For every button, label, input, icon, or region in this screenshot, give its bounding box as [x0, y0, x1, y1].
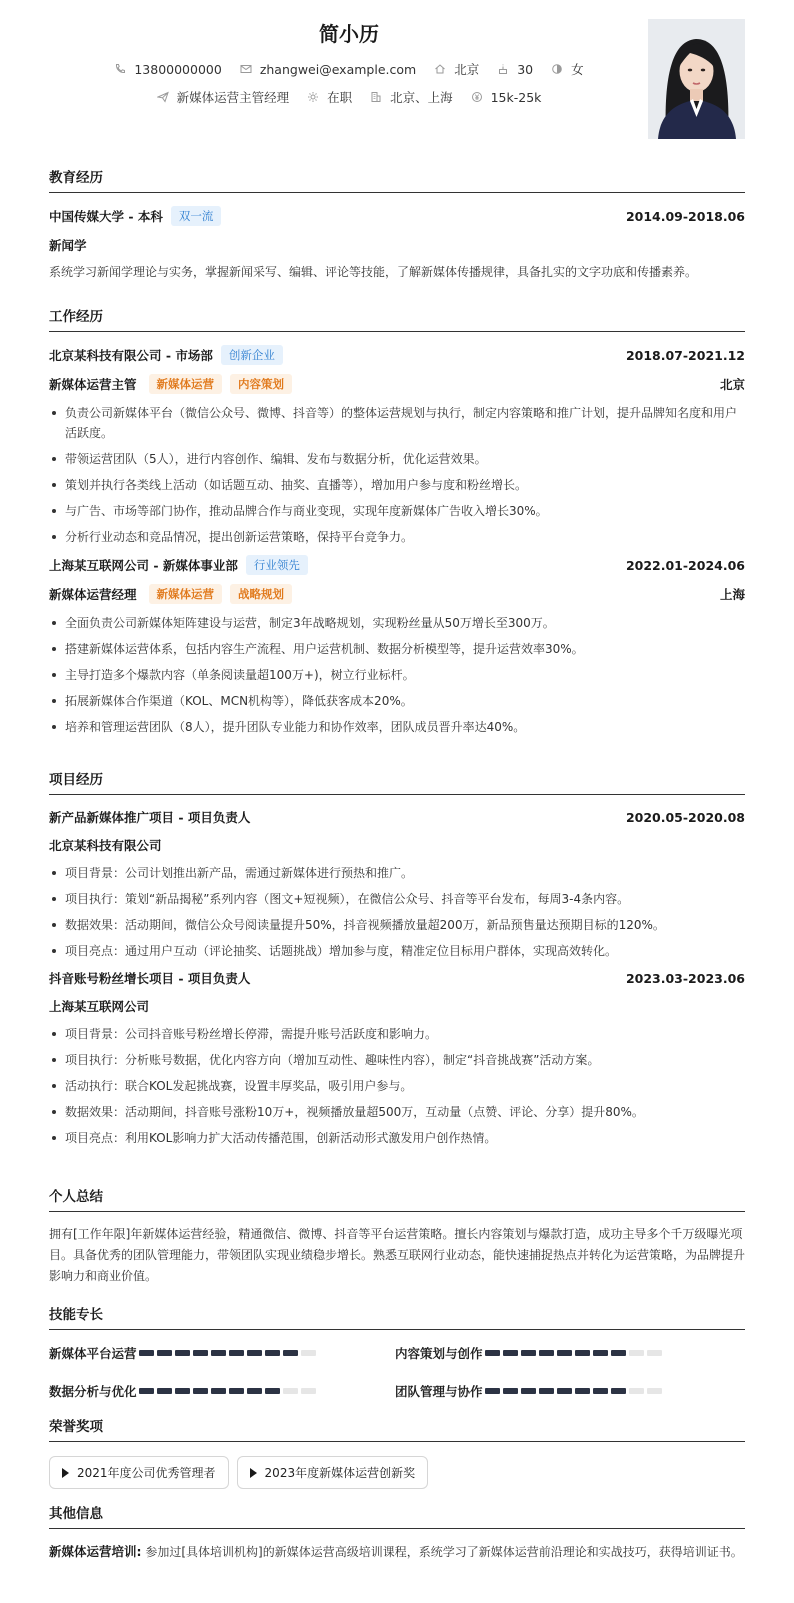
list-item: 项目执行：策划“新品揭秘”系列内容（图文+短视频），在微信公众号、抖音等平台发布，每周3-4条内容。: [49, 889, 745, 909]
list-item: 与广告、市场等部门协作，推动品牌合作与商业变现，实现年度新媒体广告收入增长30%。: [49, 501, 745, 521]
awards-title: 荣誉奖项: [49, 1415, 745, 1442]
school-tag: 双一流: [171, 206, 222, 226]
education-date: 2014.09-2018.06: [625, 208, 745, 224]
skill-level-segment: [229, 1350, 244, 1356]
mail-icon: [240, 63, 252, 75]
salary-text: 15k-25k: [490, 89, 542, 105]
list-item: 项目亮点：通过用户互动（评论抽奖、话题挑战）增加参与度，精准定位目标用户群体，实现高效转化。: [49, 941, 745, 961]
list-item: 拓展新媒体合作渠道（KOL、MCN机构等），降低获客成本20%。: [49, 691, 745, 711]
other-title: 其他信息: [49, 1502, 745, 1529]
expect-city-info: [370, 88, 453, 106]
skill-level-segment: [503, 1388, 518, 1394]
education-entry-header: [49, 206, 745, 226]
skill-name: 内容策划与创作: [395, 1346, 483, 1361]
award-label: 2021年度公司优秀管理者: [77, 1466, 216, 1480]
skill-level-segment: [629, 1350, 644, 1356]
list-item: 带领运营团队（5人），进行内容创作、编辑、发布与数据分析，优化运营效果。: [49, 449, 745, 469]
gender-info: [551, 60, 584, 78]
money-icon: [471, 91, 483, 103]
skill-level-segment: [211, 1350, 226, 1356]
job-intent-row: [49, 88, 649, 106]
list-item: 分析行业动态和竞品情况，提出创新运营策略，保持平台竞争力。: [49, 527, 745, 547]
work-entry: [49, 345, 745, 547]
city-info: [434, 60, 479, 78]
role-name: 新媒体运营经理: [49, 587, 137, 602]
phone-icon: [114, 63, 126, 75]
age-text: 30: [517, 61, 534, 77]
project-org: 上海某互联网公司: [49, 999, 150, 1014]
summary-title: 个人总结: [49, 1185, 745, 1212]
skill-name: 团队管理与协作: [395, 1384, 483, 1399]
profile-photo: [648, 19, 745, 139]
award-chip: [49, 1456, 229, 1489]
skill-level-segment: [557, 1388, 572, 1394]
skill-level-segment: [229, 1388, 244, 1394]
education-desc: 系统学习新闻学理论与实务，掌握新闻采写、编辑、评论等技能，了解新媒体传播规律，具备扎实的文字功底和传播素养。: [49, 265, 698, 279]
role-tag: 内容策划: [230, 374, 292, 394]
skill-level-segment: [485, 1388, 500, 1394]
building-icon: [370, 91, 382, 103]
cake-icon: [497, 63, 509, 75]
project-org: 北京某科技有限公司: [49, 838, 162, 853]
skill-level-segment: [139, 1350, 154, 1356]
skill-level-segment: [593, 1388, 608, 1394]
phone-text: 13800000000: [134, 61, 222, 77]
project-bullets: [49, 1024, 745, 1148]
work-section: [49, 305, 745, 743]
company-name: 北京某科技有限公司 - 市场部: [49, 348, 213, 363]
email-text: zhangwei@example.com: [259, 61, 417, 77]
skill-level-segment: [247, 1350, 262, 1356]
project-entry: [49, 808, 745, 961]
candidate-name: 简小历: [319, 22, 379, 46]
role-tag: 新媒体运营: [149, 584, 223, 604]
list-item: 项目亮点：利用KOL影响力扩大活动传播范围，创新活动形式激发用户创作热情。: [49, 1128, 745, 1148]
role-tag: 战略规划: [230, 584, 292, 604]
play-icon: [62, 1468, 69, 1478]
summary-section: [49, 1185, 745, 1287]
skill-level-segment: [521, 1350, 536, 1356]
skill-item: [395, 1382, 741, 1400]
skill-name: 数据分析与优化: [49, 1384, 137, 1399]
list-item: 活动执行：联合KOL发起挑战赛，设置丰厚奖品，吸引用户参与。: [49, 1076, 745, 1096]
skills-title: 技能专长: [49, 1303, 745, 1330]
skill-level-segment: [247, 1388, 262, 1394]
work-entry: [49, 555, 745, 737]
list-item: 项目背景：公司计划推出新产品，需通过新媒体进行预热和推广。: [49, 863, 745, 883]
skill-level-bar: [485, 1388, 662, 1394]
project-section: [49, 768, 745, 1154]
major-name: 新闻学: [49, 238, 87, 253]
skill-level-segment: [557, 1350, 572, 1356]
skills-section: [49, 1303, 745, 1400]
list-item: 策划并执行各类线上活动（如话题互动、抽奖、直播等），增加用户参与度和粉丝增长。: [49, 475, 745, 495]
skill-level-segment: [539, 1350, 554, 1356]
other-label: 新媒体运营培训:: [49, 1544, 142, 1559]
role-tag: 新媒体运营: [149, 374, 223, 394]
skill-level-segment: [193, 1388, 208, 1394]
skill-level-bar: [485, 1350, 662, 1356]
role-name: 新媒体运营主管: [49, 377, 137, 392]
summary-text: 拥有[工作年限]年新媒体运营经验，精通微信、微博、抖音等平台运营策略。擅长内容策划与爆款打造，成功主导多个千万级曝光项目。具备优秀的团队管理能力，带领团队实现业绩稳步增长。熟悉互联网行业动态，能快速捕捉热点并转化为运营策略，为品牌提升影响力和商业价值。: [49, 1227, 746, 1283]
skill-level-segment: [265, 1350, 280, 1356]
school-name: 中国传媒大学 - 本科: [49, 209, 163, 224]
awards-list: [49, 1456, 745, 1489]
other-entry: [49, 1541, 745, 1563]
other-section: [49, 1502, 745, 1563]
send-icon: [157, 91, 169, 103]
project-date: 2020.05-2020.08: [625, 809, 745, 825]
status-text: 在职: [327, 90, 353, 105]
skill-level-segment: [301, 1350, 316, 1356]
play-icon: [250, 1468, 257, 1478]
list-item: 项目背景：公司抖音账号粉丝增长停滞，需提升账号活跃度和影响力。: [49, 1024, 745, 1044]
position-info: [157, 88, 290, 106]
email-info: [240, 60, 416, 78]
skill-level-segment: [139, 1388, 154, 1394]
home-icon: [434, 63, 446, 75]
skills-grid: [49, 1344, 745, 1400]
skill-item: [49, 1344, 395, 1362]
work-date: 2022.01-2024.06: [625, 557, 745, 573]
position-text: 新媒体运营主管经理: [176, 90, 290, 105]
company-tag: 创新企业: [221, 345, 283, 365]
skill-level-segment: [283, 1350, 298, 1356]
project-entry: [49, 969, 745, 1148]
skill-level-segment: [157, 1388, 172, 1394]
work-bullets: [49, 613, 745, 737]
company-tag: 行业领先: [246, 555, 308, 575]
skill-level-segment: [521, 1388, 536, 1394]
other-text: 参加过[具体培训机构]的新媒体运营高级培训课程，系统学习了新媒体运营前沿理论和实战技巧，获得培训证书。: [145, 1545, 743, 1559]
list-item: 主导打造多个爆款内容（单条阅读量超100万+)，树立行业标杆。: [49, 665, 745, 685]
education-title: 教育经历: [49, 166, 745, 193]
list-item: 数据效果：活动期间，微信公众号阅读量提升50%，抖音视频播放量超200万，新品预售量达预期目标的120%。: [49, 915, 745, 935]
contact-row: [49, 60, 649, 78]
skill-level-segment: [539, 1388, 554, 1394]
education-section: [49, 166, 745, 283]
skill-level-segment: [157, 1350, 172, 1356]
project-date: 2023.03-2023.06: [625, 970, 745, 986]
skill-level-segment: [175, 1350, 190, 1356]
skill-level-segment: [485, 1350, 500, 1356]
list-item: 数据效果：活动期间，抖音账号涨粉10万+，视频播放量超500万，互动量（点赞、评论、分享）提升80%。: [49, 1102, 745, 1122]
phone-info: [114, 60, 221, 78]
gender-text: 女: [571, 62, 584, 77]
skill-level-segment: [611, 1388, 626, 1394]
skill-level-segment: [647, 1388, 662, 1394]
work-bullets: [49, 403, 745, 547]
work-title: 工作经历: [49, 305, 745, 332]
skill-level-segment: [175, 1388, 190, 1394]
city-text: 北京: [454, 62, 480, 77]
company-name: 上海某互联网公司 - 新媒体事业部: [49, 558, 238, 573]
resume-header: [49, 0, 745, 160]
expect-city-text: 北京、上海: [390, 90, 453, 105]
skill-level-segment: [593, 1350, 608, 1356]
project-bullets: [49, 863, 745, 961]
skill-level-segment: [575, 1388, 590, 1394]
gear-icon: [307, 91, 319, 103]
project-name: 抖音账号粉丝增长项目 - 项目负责人: [49, 971, 251, 986]
work-location: 北京: [719, 377, 745, 392]
skill-level-bar: [139, 1350, 316, 1356]
skill-level-segment: [647, 1350, 662, 1356]
skill-level-segment: [503, 1350, 518, 1356]
awards-section: [49, 1415, 745, 1489]
skill-level-bar: [139, 1388, 316, 1394]
award-label: 2023年度新媒体运营创新奖: [264, 1466, 416, 1480]
award-chip: [237, 1456, 429, 1489]
skill-level-segment: [193, 1350, 208, 1356]
status-info: [307, 88, 352, 106]
work-location: 上海: [719, 587, 745, 602]
skill-level-segment: [265, 1388, 280, 1394]
project-name: 新产品新媒体推广项目 - 项目负责人: [49, 810, 251, 825]
skill-level-segment: [283, 1388, 298, 1394]
skill-name: 新媒体平台运营: [49, 1346, 137, 1361]
project-title: 项目经历: [49, 768, 745, 795]
salary-info: [471, 88, 542, 106]
skill-level-segment: [611, 1350, 626, 1356]
skill-item: [395, 1344, 741, 1362]
list-item: 负责公司新媒体平台（微信公众号、微博、抖音等）的整体运营规划与执行，制定内容策略和推广计划，提升品牌知名度和用户活跃度。: [49, 403, 745, 443]
list-item: 项目执行：分析账号数据，优化内容方向（增加互动性、趣味性内容），制定“抖音挑战赛”活动方案。: [49, 1050, 745, 1070]
list-item: 搭建新媒体运营体系，包括内容生产流程、用户运营机制、数据分析模型等，提升运营效率30%。: [49, 639, 745, 659]
list-item: 培养和管理运营团队（8人），提升团队专业能力和协作效率，团队成员晋升率达40%。: [49, 717, 745, 737]
gender-icon: [551, 63, 563, 75]
skill-level-segment: [211, 1388, 226, 1394]
work-date: 2018.07-2021.12: [625, 347, 745, 363]
list-item: 全面负责公司新媒体矩阵建设与运营，制定3年战略规划，实现粉丝量从50万增长至300万。: [49, 613, 745, 633]
age-info: [497, 60, 533, 78]
skill-level-segment: [575, 1350, 590, 1356]
skill-item: [49, 1382, 395, 1400]
skill-level-segment: [301, 1388, 316, 1394]
skill-level-segment: [629, 1388, 644, 1394]
